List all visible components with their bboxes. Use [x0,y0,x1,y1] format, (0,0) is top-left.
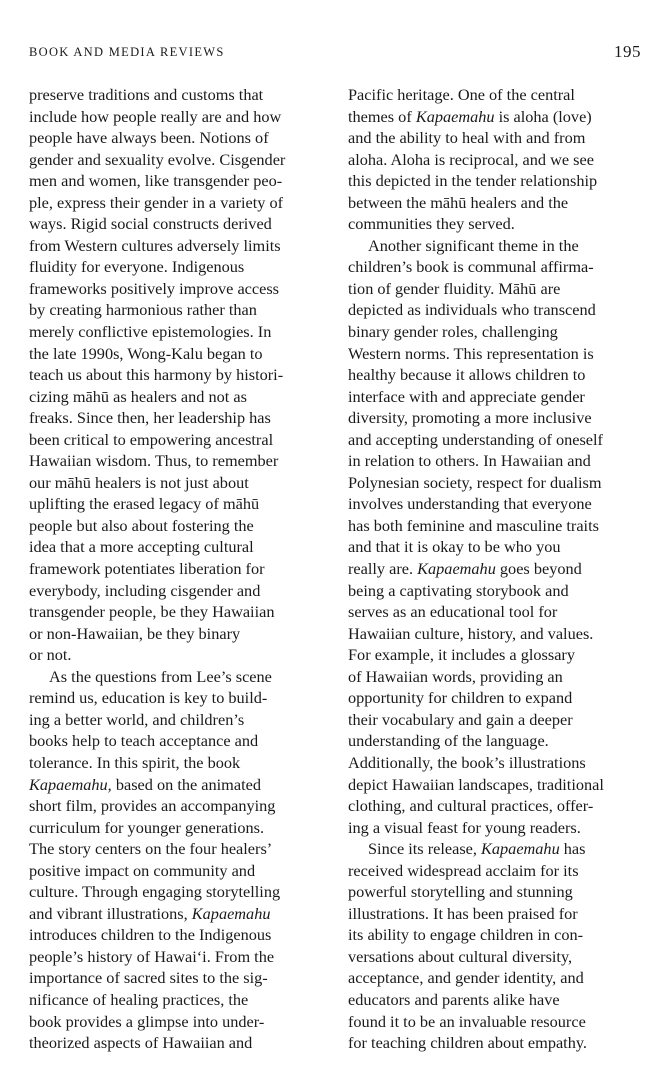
text-segment: and vibrant illustrations, [29,903,192,923]
text-line [29,407,329,429]
text-line [348,386,648,408]
text-segment: the late 1990s, Wong-Kalu began to [29,343,263,363]
text-line [29,106,329,128]
text-segment: or non-Hawaiian, be they binary [29,623,241,643]
text-segment: their vocabulary and gain a deeper [348,709,573,729]
italic-title: Kapaemahu [481,839,560,859]
text-line [348,881,648,903]
text-line [29,666,329,688]
text-line [348,838,648,860]
text-line [29,795,329,817]
text-segment: its ability to engage children in con- [348,925,584,945]
text-line [29,774,329,796]
text-segment: For example, it includes a glossary [348,645,575,665]
text-segment: has both feminine and masculine traits [348,515,599,535]
text-line [29,860,329,882]
text-segment: men and women, like transgender peo- [29,171,283,191]
text-line [348,558,648,580]
text-segment: aloha. Aloha is reciprocal, and we see [348,149,594,169]
text-line [348,536,648,558]
text-line [348,601,648,623]
italic-title: Kapaemahu [415,106,495,126]
text-segment: books help to teach acceptance and [29,731,259,751]
text-segment: fluidity for everyone. Indigenous [29,257,245,277]
text-line [29,84,329,106]
text-segment: really are. [348,559,418,579]
text-segment: and that it is okay to be who you [348,537,561,557]
text-segment: being a captivating storybook and [348,580,569,600]
text-segment: freaks. Since then, her leadership has [29,408,271,428]
text-line [29,838,329,860]
text-line [29,386,329,408]
text-line [29,256,329,278]
text-line [29,127,329,149]
text-segment: nificance of healing practices, the [29,989,249,1009]
text-line [348,429,648,451]
text-segment: involves understanding that everyone [348,494,592,514]
text-line [29,472,329,494]
text-segment: serves as an educational tool for [348,602,558,622]
text-segment: Additionally, the book’s illustrations [348,752,586,772]
text-line [348,364,648,386]
text-segment: theorized aspects of Hawaiian and [29,1033,253,1053]
text-segment: acceptance, and gender identity, and [348,968,584,988]
text-line [348,299,648,321]
text-line [348,1011,648,1033]
text-line [348,407,648,429]
text-segment: and the ability to heal with and from [348,128,586,148]
text-segment: gender and sexuality evolve. Cisgender [29,149,286,169]
text-segment: Hawaiian wisdom. Thus, to remember [29,451,279,471]
text-segment: book provides a glimpse into under- [29,1011,265,1031]
text-segment: versations about cultural diversity, [348,946,573,966]
text-line [348,666,648,688]
text-segment: culture. Through engaging storytelling [29,882,281,902]
text-line [29,730,329,752]
text-line [29,924,329,946]
text-segment: framework potentiates liberation for [29,559,265,579]
text-line [29,170,329,192]
text-line [348,235,648,257]
text-segment: has [559,839,586,859]
page-number: 195 [614,42,641,61]
text-segment: children’s book is communal affirma- [348,257,594,277]
text-line [348,343,648,365]
text-column-right [348,84,648,1054]
text-segment: in relation to others. In Hawaiian and [348,451,591,471]
text-line [29,601,329,623]
text-segment: idea that a more accepting cultural [29,537,254,557]
text-segment: uplifting the erased legacy of māhū [29,494,260,514]
text-line [29,558,329,580]
text-line [29,752,329,774]
text-segment: Western norms. This representation is [348,343,594,363]
text-line [29,946,329,968]
text-segment: merely conflictive epistemologies. In [29,322,272,342]
text-line [29,644,329,666]
text-segment: understanding of the language. [348,731,549,751]
text-segment: people have always been. Notions of [29,128,269,148]
text-line [29,321,329,343]
text-segment: depicted as individuals who transcend [348,300,596,320]
text-segment: between the māhū healers and the [348,192,569,212]
text-line [29,299,329,321]
text-segment: Pacific heritage. One of the central [348,85,575,104]
text-line [348,515,648,537]
text-line [348,256,648,278]
text-segment: transgender people, be they Hawaiian [29,602,275,622]
text-line [348,192,648,214]
text-segment: for teaching children about empathy. [348,1033,588,1053]
text-segment: of Hawaiian words, providing an [348,666,563,686]
text-line [348,967,648,989]
text-segment: cizing māhū as healers and not as [29,386,247,406]
text-line [348,493,648,515]
text-line [348,472,648,494]
text-segment: The story centers on the four healers’ [29,839,273,859]
running-head [29,42,641,64]
text-segment: tion of gender fluidity. Māhū are [348,278,561,298]
text-segment: depict Hawaiian landscapes, traditional [348,774,604,794]
text-line [348,903,648,925]
text-segment: ing a visual feast for young readers. [348,817,581,837]
text-segment: importance of sacred sites to the sig- [29,968,268,988]
text-segment: illustrations. It has been praised for [348,903,578,923]
text-line [29,881,329,903]
text-line [348,687,648,709]
text-line [29,687,329,709]
text-segment: tolerance. In this spirit, the book [29,752,241,772]
running-title: BOOK AND MEDIA REVIEWS [29,45,225,59]
text-line [29,493,329,515]
text-segment: from Western cultures adversely limits [29,235,281,255]
text-segment: Since its release, [368,839,482,859]
text-segment: frameworks positively improve access [29,278,280,298]
text-line [348,170,648,192]
text-line [29,343,329,365]
text-segment: everybody, including cisgender and [29,580,261,600]
text-line [29,817,329,839]
text-segment: powerful storytelling and stunning [348,882,573,902]
text-segment: been critical to empowering ancestral [29,429,274,449]
text-line [29,580,329,602]
text-segment: healthy because it allows children to [348,365,586,385]
text-segment: curriculum for younger generations. [29,817,265,837]
text-segment: clothing, and cultural practices, offer- [348,796,594,816]
text-segment: introduces children to the Indigenous [29,925,272,945]
text-segment: communities they served. [348,214,515,234]
text-segment: include how people really are and how [29,106,282,126]
text-line [348,989,648,1011]
text-segment: Another significant theme in the [368,235,579,255]
text-line [29,515,329,537]
text-segment: this depicted in the tender relationship [348,171,598,191]
text-line [348,860,648,882]
text-segment: interface with and appreciate gender [348,386,585,406]
text-segment: people’s history of Hawai‘i. From the [29,946,275,966]
text-line [348,752,648,774]
text-line [348,946,648,968]
text-line [29,1032,329,1054]
text-line [29,364,329,386]
text-segment: found it to be an invaluable resource [348,1011,586,1031]
text-line [29,429,329,451]
text-line [29,967,329,989]
text-line [348,795,648,817]
text-line [29,623,329,645]
text-segment: by creating harmonious rather than [29,300,257,320]
text-line [29,450,329,472]
text-line [348,774,648,796]
text-line [348,644,648,666]
text-segment: diversity, promoting a more inclusive [348,408,592,428]
text-line [29,903,329,925]
text-column-left [29,84,329,1054]
italic-title: Kapaemahu, [29,774,112,794]
text-line [348,817,648,839]
text-line [29,536,329,558]
text-segment: our māhū healers is not just about [29,472,249,492]
text-segment: ple, express their gender in a variety of [29,192,284,212]
text-line [348,580,648,602]
text-line [348,709,648,731]
text-segment: people but also about fostering the [29,515,254,535]
text-segment: remind us, education is key to build- [29,688,268,708]
text-line [348,84,648,106]
text-segment: based on the animated [111,774,261,794]
text-line [29,192,329,214]
text-line [29,709,329,731]
text-segment: or not. [29,645,72,665]
text-segment: As the questions from Lee’s scene [49,666,272,686]
text-segment: themes of [348,106,416,126]
text-segment: preserve traditions and customs that [29,85,264,104]
text-line [29,989,329,1011]
text-line [348,924,648,946]
italic-title: Kapaemahu [417,559,496,579]
text-line [348,1032,648,1054]
text-segment: is aloha (love) [494,106,592,126]
text-segment: Hawaiian culture, history, and values. [348,623,594,643]
text-segment: opportunity for children to expand [348,688,573,708]
text-line [348,106,648,128]
text-line [348,149,648,171]
text-segment: educators and parents alike have [348,989,560,1009]
text-segment: positive impact on community and [29,860,256,880]
text-line [29,235,329,257]
text-line [348,278,648,300]
text-segment: teach us about this harmony by histori- [29,365,284,385]
text-line [348,127,648,149]
text-line [29,149,329,171]
text-segment: and accepting understanding of oneself [348,429,603,449]
text-segment: binary gender roles, challenging [348,322,558,342]
text-line [348,450,648,472]
text-line [29,213,329,235]
text-segment: goes beyond [495,559,582,579]
text-line [29,1011,329,1033]
text-segment: ing a better world, and children’s [29,709,245,729]
text-line [348,623,648,645]
text-line [29,278,329,300]
italic-title: Kapaemahu [191,903,271,923]
text-line [348,321,648,343]
text-line [348,213,648,235]
text-segment: short film, provides an accompanying [29,796,276,816]
text-line [348,730,648,752]
text-segment: received widespread acclaim for its [348,860,579,880]
text-segment: Polynesian society, respect for dualism [348,472,602,492]
text-segment: ways. Rigid social constructs derived [29,214,272,234]
